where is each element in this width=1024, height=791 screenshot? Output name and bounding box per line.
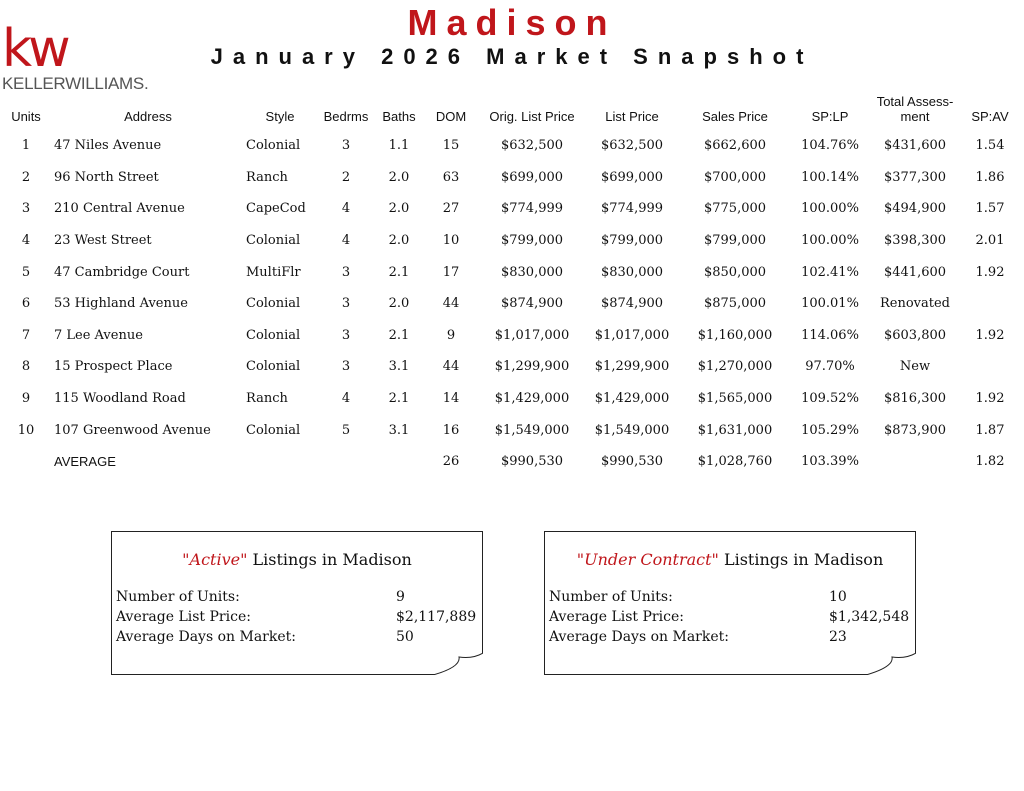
cell-dom: 10 bbox=[442, 233, 460, 249]
cell-orig-list-price: $632,500 bbox=[500, 138, 564, 154]
active-dom-label: Average Days on Market: bbox=[116, 629, 296, 645]
uc-units-label: Number of Units: bbox=[549, 589, 673, 605]
table-row bbox=[0, 225, 1020, 257]
average-spav: 1.82 bbox=[975, 454, 1005, 470]
page-subtitle: January 2026 Market Snapshot bbox=[210, 44, 814, 69]
cell-orig-list-price: $1,429,000 bbox=[494, 391, 570, 407]
logo-keller: KELLER bbox=[2, 74, 66, 93]
cell-spav: 1.92 bbox=[975, 327, 1005, 343]
cell-orig-list-price: $699,000 bbox=[500, 169, 564, 185]
average-splp: 103.39% bbox=[801, 454, 859, 470]
cell-style: Ranch bbox=[246, 169, 288, 185]
uc-price-row bbox=[549, 609, 910, 629]
cell-splp: 97.70% bbox=[805, 359, 855, 375]
cell-style: CapeCod bbox=[246, 201, 306, 217]
col-list-price: List Price bbox=[605, 109, 659, 124]
cell-bedrms: 5 bbox=[341, 422, 351, 438]
cell-unit: 7 bbox=[21, 327, 31, 343]
cell-list-price: $874,900 bbox=[600, 296, 664, 312]
cell-orig-list-price: $1,017,000 bbox=[494, 327, 570, 343]
cell-assessment: $816,300 bbox=[883, 391, 947, 407]
active-price-value: $2,117,889 bbox=[396, 609, 477, 625]
cell-style: Colonial bbox=[246, 359, 301, 375]
cell-list-price: $774,999 bbox=[600, 201, 664, 217]
cell-spav: 1.57 bbox=[975, 201, 1005, 217]
cell-style: Colonial bbox=[246, 138, 301, 154]
cell-orig-list-price: $830,000 bbox=[500, 264, 564, 280]
active-quoted: "Active" bbox=[182, 550, 248, 569]
cell-list-price: $830,000 bbox=[600, 264, 664, 280]
cell-baths: 2.0 bbox=[388, 169, 410, 185]
cell-splp: 102.41% bbox=[801, 264, 859, 280]
cell-unit: 4 bbox=[21, 233, 31, 249]
under-contract-listings-card bbox=[544, 531, 916, 675]
cell-orig-list-price: $874,900 bbox=[500, 296, 564, 312]
table-row bbox=[0, 414, 1020, 446]
cell-spav: 1.87 bbox=[975, 422, 1005, 438]
cell-list-price: $632,500 bbox=[600, 138, 664, 154]
page-curl-icon bbox=[866, 653, 916, 675]
uc-dom-label: Average Days on Market: bbox=[549, 629, 729, 645]
cell-address: 53 Highland Avenue bbox=[54, 296, 188, 312]
cell-baths: 1.1 bbox=[388, 138, 410, 154]
cell-baths: 2.0 bbox=[388, 201, 410, 217]
table-row bbox=[0, 193, 1020, 225]
cell-dom: 44 bbox=[442, 296, 460, 312]
active-units-value: 9 bbox=[396, 589, 405, 605]
cell-baths: 2.1 bbox=[388, 264, 410, 280]
cell-baths: 3.1 bbox=[388, 422, 410, 438]
cell-assessment: Renovated bbox=[879, 296, 950, 312]
average-style-blank bbox=[244, 446, 316, 478]
cell-assessment: $494,900 bbox=[883, 201, 947, 217]
cell-bedrms: 3 bbox=[341, 264, 351, 280]
cell-list-price: $1,549,000 bbox=[594, 422, 670, 438]
table-header-row bbox=[0, 94, 1020, 130]
cell-splp: 100.00% bbox=[801, 201, 859, 217]
average-blank bbox=[0, 446, 52, 478]
table-row bbox=[0, 351, 1020, 383]
active-price-row bbox=[116, 609, 477, 629]
average-bath-blank bbox=[376, 446, 422, 478]
cell-bedrms: 3 bbox=[341, 296, 351, 312]
cell-orig-list-price: $774,999 bbox=[500, 201, 564, 217]
cell-sales-price: $1,270,000 bbox=[697, 359, 773, 375]
cell-spav: 2.01 bbox=[975, 233, 1005, 249]
cell-style: Colonial bbox=[246, 296, 301, 312]
page-title: Madison bbox=[407, 2, 617, 43]
table-row bbox=[0, 162, 1020, 194]
uc-price-label: Average List Price: bbox=[549, 609, 684, 625]
cell-address: 7 Lee Avenue bbox=[54, 327, 143, 343]
cell-style: Colonial bbox=[246, 422, 301, 438]
cell-dom: 9 bbox=[446, 327, 456, 343]
average-list: $990,530 bbox=[600, 454, 664, 470]
average-label: AVERAGE bbox=[54, 454, 116, 470]
table-row bbox=[0, 320, 1020, 352]
logo-williams: WILLIAMS. bbox=[65, 74, 149, 93]
active-listings-card bbox=[111, 531, 483, 675]
cell-orig-list-price: $1,549,000 bbox=[494, 422, 570, 438]
cell-splp: 114.06% bbox=[801, 327, 859, 343]
cell-address: 15 Prospect Place bbox=[54, 359, 173, 375]
cell-unit: 6 bbox=[21, 296, 31, 312]
cell-address: 96 North Street bbox=[54, 169, 159, 185]
cell-bedrms: 4 bbox=[341, 201, 351, 217]
cell-unit: 2 bbox=[21, 169, 31, 185]
active-units-row bbox=[116, 589, 472, 609]
col-total-assessment: Total Assess-ment bbox=[876, 94, 954, 124]
cell-spav: 1.92 bbox=[975, 264, 1005, 280]
cell-address: 47 Cambridge Court bbox=[54, 264, 190, 280]
cell-bedrms: 3 bbox=[341, 138, 351, 154]
cell-spav: 1.86 bbox=[975, 169, 1005, 185]
active-dom-row bbox=[116, 629, 472, 649]
active-heading-text: Listings in Madison bbox=[247, 550, 412, 569]
cell-style: MultiFlr bbox=[246, 264, 301, 280]
uc-heading bbox=[545, 550, 915, 569]
cell-sales-price: $799,000 bbox=[703, 233, 767, 249]
table-row bbox=[0, 256, 1020, 288]
active-units-label: Number of Units: bbox=[116, 589, 240, 605]
cell-baths: 2.1 bbox=[388, 391, 410, 407]
cell-unit: 3 bbox=[21, 201, 31, 217]
table-row bbox=[0, 383, 1020, 415]
col-dom: DOM bbox=[435, 109, 467, 124]
cell-sales-price: $875,000 bbox=[703, 296, 767, 312]
table-row bbox=[0, 288, 1020, 320]
table-row bbox=[0, 130, 1020, 162]
cell-assessment: New bbox=[899, 359, 931, 375]
sales-table bbox=[0, 94, 1020, 478]
uc-price-value: $1,342,548 bbox=[829, 609, 910, 625]
cell-assessment: $398,300 bbox=[883, 233, 947, 249]
cell-splp: 100.14% bbox=[801, 169, 859, 185]
average-sales: $1,028,760 bbox=[697, 454, 773, 470]
cell-orig-list-price: $1,299,900 bbox=[494, 359, 570, 375]
cell-sales-price: $1,160,000 bbox=[697, 327, 773, 343]
cell-baths: 3.1 bbox=[388, 359, 410, 375]
cell-list-price: $1,299,900 bbox=[594, 359, 670, 375]
cell-list-price: $1,429,000 bbox=[594, 391, 670, 407]
cell-splp: 100.00% bbox=[801, 233, 859, 249]
cell-dom: 14 bbox=[442, 391, 460, 407]
cell-assessment: $441,600 bbox=[883, 264, 947, 280]
cell-dom: 44 bbox=[442, 359, 460, 375]
cell-unit: 5 bbox=[21, 264, 31, 280]
cell-orig-list-price: $799,000 bbox=[500, 233, 564, 249]
cell-splp: 104.76% bbox=[801, 138, 859, 154]
uc-quoted: "Under Contract" bbox=[576, 550, 719, 569]
col-spav: SP:AV bbox=[971, 109, 1009, 124]
cell-bedrms: 3 bbox=[341, 327, 351, 343]
uc-units-value: 10 bbox=[829, 589, 847, 605]
cell-sales-price: $1,565,000 bbox=[697, 391, 773, 407]
cell-sales-price: $850,000 bbox=[703, 264, 767, 280]
col-address: Address bbox=[124, 109, 172, 124]
cell-bedrms: 4 bbox=[341, 391, 351, 407]
cell-baths: 2.0 bbox=[388, 233, 410, 249]
page-curl-icon bbox=[433, 653, 483, 675]
cell-unit: 10 bbox=[17, 422, 35, 438]
uc-dom-row bbox=[549, 629, 905, 649]
cell-baths: 2.1 bbox=[388, 327, 410, 343]
cell-bedrms: 4 bbox=[341, 233, 351, 249]
cell-assessment: $603,800 bbox=[883, 327, 947, 343]
kw-logo-mark: kw bbox=[2, 19, 67, 79]
cell-spav bbox=[960, 351, 1020, 383]
cell-dom: 27 bbox=[442, 201, 460, 217]
cell-unit: 9 bbox=[21, 391, 31, 407]
cell-splp: 100.01% bbox=[801, 296, 859, 312]
cell-dom: 15 bbox=[442, 138, 460, 154]
cell-address: 47 Niles Avenue bbox=[54, 138, 162, 154]
cell-bedrms: 3 bbox=[341, 359, 351, 375]
cell-address: 115 Woodland Road bbox=[54, 391, 186, 407]
cell-address: 23 West Street bbox=[54, 233, 152, 249]
cell-dom: 63 bbox=[442, 169, 460, 185]
cell-sales-price: $1,631,000 bbox=[697, 422, 773, 438]
cell-assessment: $873,900 bbox=[883, 422, 947, 438]
cell-address: 107 Greenwood Avenue bbox=[54, 422, 211, 438]
cell-unit: 8 bbox=[21, 359, 31, 375]
cell-dom: 17 bbox=[442, 264, 460, 280]
cell-style: Colonial bbox=[246, 327, 301, 343]
col-splp: SP:LP bbox=[811, 109, 849, 124]
cell-list-price: $699,000 bbox=[600, 169, 664, 185]
average-orig: $990,530 bbox=[500, 454, 564, 470]
cell-list-price: $1,017,000 bbox=[594, 327, 670, 343]
active-price-label: Average List Price: bbox=[116, 609, 251, 625]
active-heading bbox=[112, 550, 482, 569]
uc-units-row bbox=[549, 589, 905, 609]
cell-address: 210 Central Avenue bbox=[54, 201, 185, 217]
cell-dom: 16 bbox=[442, 422, 460, 438]
cell-splp: 105.29% bbox=[801, 422, 859, 438]
cell-sales-price: $775,000 bbox=[703, 201, 767, 217]
average-assess-blank bbox=[870, 446, 960, 478]
col-orig-list-price: Orig. List Price bbox=[489, 109, 575, 124]
uc-dom-value: 23 bbox=[829, 629, 847, 645]
table-body bbox=[0, 130, 1020, 446]
uc-heading-text: Listings in Madison bbox=[718, 550, 884, 569]
average-row bbox=[0, 446, 1020, 478]
col-style: Style bbox=[265, 109, 295, 124]
logo-wordmark bbox=[2, 74, 148, 94]
col-bedrms: Bedrms bbox=[323, 109, 369, 124]
average-bed-blank bbox=[316, 446, 376, 478]
col-baths: Baths bbox=[382, 109, 416, 124]
cell-style: Ranch bbox=[246, 391, 288, 407]
cell-splp: 109.52% bbox=[801, 391, 859, 407]
cell-unit: 1 bbox=[21, 138, 31, 154]
cell-sales-price: $700,000 bbox=[703, 169, 767, 185]
cell-spav bbox=[960, 288, 1020, 320]
cell-baths: 2.0 bbox=[388, 296, 410, 312]
cell-spav: 1.92 bbox=[975, 391, 1005, 407]
active-dom-value: 50 bbox=[396, 629, 414, 645]
average-dom: 26 bbox=[442, 454, 460, 470]
col-units: Units bbox=[11, 109, 41, 124]
cell-sales-price: $662,600 bbox=[703, 138, 767, 154]
cell-style: Colonial bbox=[246, 233, 301, 249]
cell-spav: 1.54 bbox=[975, 138, 1005, 154]
cell-assessment: $431,600 bbox=[883, 138, 947, 154]
cell-bedrms: 2 bbox=[341, 169, 351, 185]
cell-assessment: $377,300 bbox=[883, 169, 947, 185]
col-sales-price: Sales Price bbox=[702, 109, 768, 124]
cell-list-price: $799,000 bbox=[600, 233, 664, 249]
